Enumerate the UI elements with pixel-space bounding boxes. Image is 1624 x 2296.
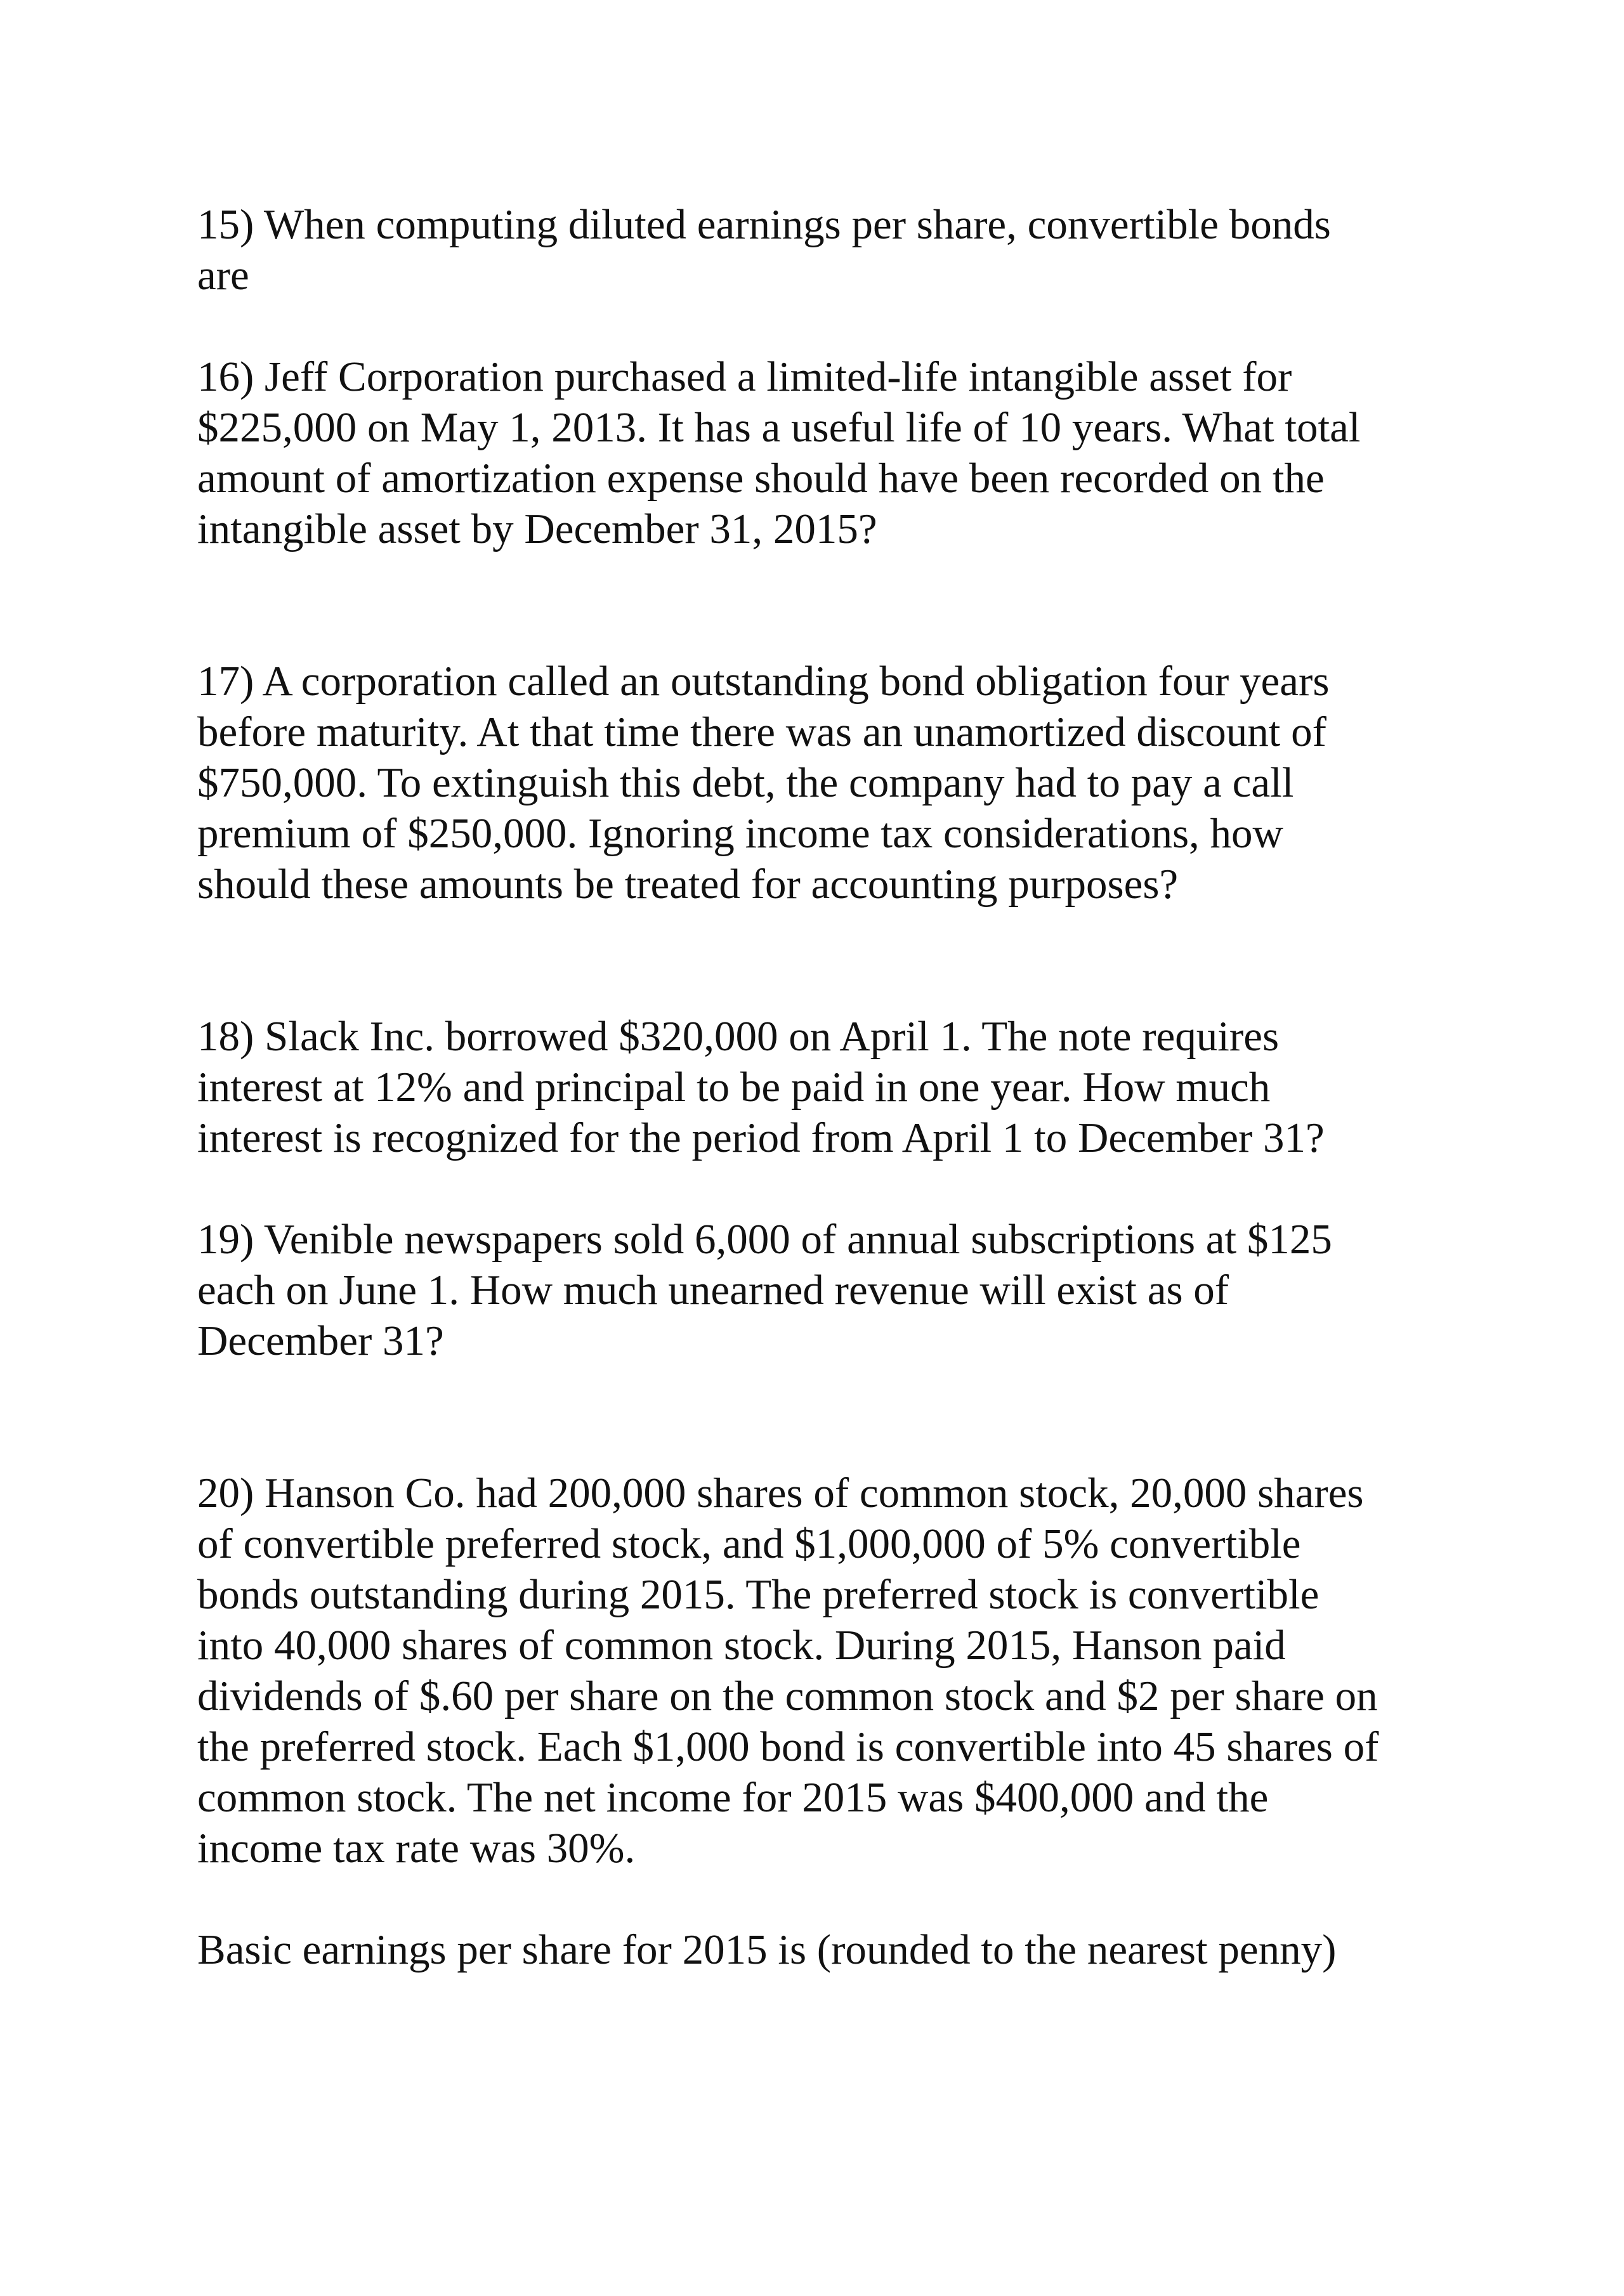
question-15: 15) When computing diluted earnings per share, convertible bonds are [197,201,1331,299]
question-16: 16) Jeff Corporation purchased a limited-life intangible asset for $225,000 on May 1, 2013. It has a useful life of 10 years. What total amount of amortization expense should have been recorded on the intangible asset by December 31, 2015? [197,353,1361,552]
question-19: 19) Venible newspapers sold 6,000 of annual subscriptions at $125 each on June 1. How much unearned revenue will exist as of December 31? [197,1216,1332,1364]
question-20: 20) Hanson Co. had 200,000 shares of common stock, 20,000 shares of convertible preferred stock, and $1,000,000 of 5% convertible bonds outstanding during 2015. The preferred stock is convertible into 40,000 shares of common stock. During 2015, Hanson paid dividends of $.60 per share on the common stock and $2 per share on the preferred stock. Each $1,000 bond is convertible into 45 shares of common stock. The net income for 2015 was $400,000 and the income tax rate was 30%. [197,1470,1379,1872]
question-20-prompt: Basic earnings per share for 2015 is (rounded to the nearest penny) [197,1926,1337,1973]
question-18: 18) Slack Inc. borrowed $320,000 on April 1. The note requires interest at 12% and principal to be paid in one year. How much interest is recognized for the period from April 1 to December 31? [197,1013,1325,1161]
question-17: 17) A corporation called an outstanding bond obligation four years before maturity. At that time there was an unamortized discount of $750,000. To extinguish this debt, the company had to pay a call premium of $250,000. Ignoring income tax considerations, how should these amounts be treated for accounting purposes? [197,658,1330,908]
